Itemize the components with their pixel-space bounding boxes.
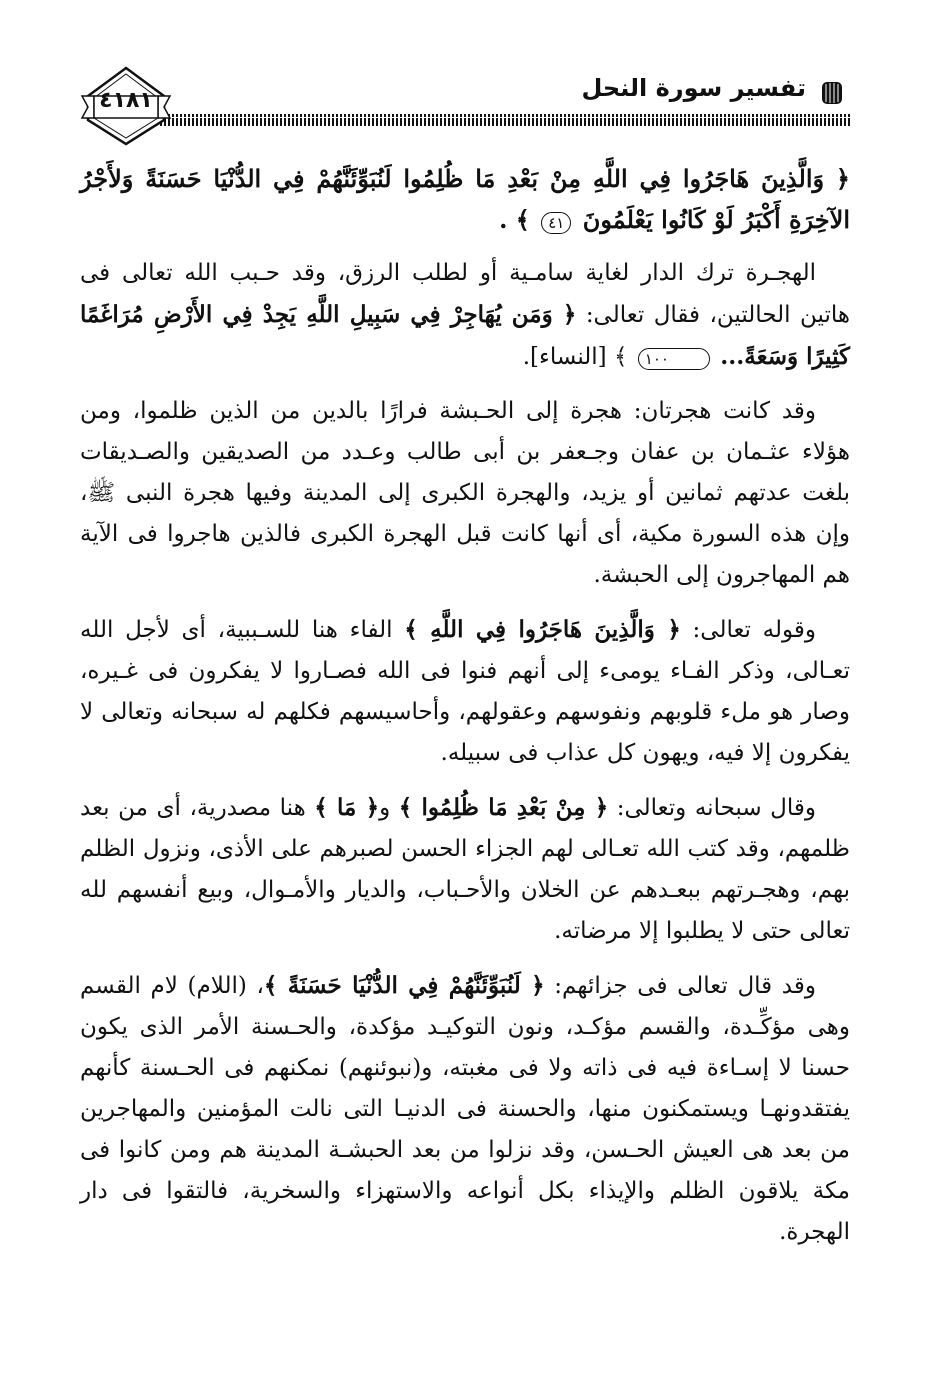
paragraph-text: ، (اللام) لام القسم وهى مؤكِّـدة، والقسم مؤكـد، ونون التوكيـد مؤكدة، والحـسنة الأمر الذى يكون حسنا لا إسـاءة فيه فى ذاته ولا فى مغبته، و(نبوئنهم) نمكنهم فى الحـسنة كأنهم يفتقدونهـا ويستمكنون منها، والحسنة فى الدنيـا التى نالت المؤمنين والمهاجرين من بعد هى العيش الحـسن، وقد نزلوا من بعد الحبشـة المدينة هم ومن كانوا فى مكة يلاقون الظلم والإيذاء بكل أنواعه والاستهزاء والسخرية، فالتقوا فى دار الهجرة. bbox=[80, 973, 850, 1245]
paragraph-reward bbox=[80, 965, 850, 1253]
quran-quote: ﴿ وَالَّذِينَ هَاجَرُوا فِي اللَّهِ ﴾ bbox=[404, 616, 681, 643]
quran-quote: ﴿ مَا ﴾ bbox=[314, 794, 380, 821]
page-number: ٤١٨١ bbox=[99, 88, 153, 113]
paragraph-two-hijras: وقد كانت هجرتان: هجرة إلى الحـبشة فرارًا بالدين من الذين ظلموا، ومن هؤلاء عثـمان بن عفان وجـعفر بن أبى طالب وعـدد من الصديقين والصـديقات بلغت عدتهم ثمانين أو يزيد، والهجرة الكبرى إلى المدينة وفيها هجرة النبى ﷺ، وإن هذه السورة مكية، أى أنها كانت قبل الهجرة الكبرى فالذين هاجروا فى الآية هم المهاجرون إلى الحبشة. bbox=[80, 398, 850, 588]
quran-quote: ﴿ لَنُبَوِّئَنَّهُمْ فِي الدُّنْيَا حَسَنَةً ﴾ bbox=[263, 972, 545, 999]
quran-verse bbox=[80, 158, 850, 240]
page-header bbox=[80, 60, 850, 150]
paragraph-text: وقال سبحانه وتعالى: bbox=[616, 795, 817, 821]
verse-close: ﴾ . bbox=[499, 205, 530, 234]
verse-number: ١٠٠ bbox=[638, 348, 710, 370]
verse-text: ﴿ وَالَّذِينَ هَاجَرُوا فِي اللَّهِ مِنْ بَعْدِ مَا ظُلِمُوا لَنُبَوِّئَنَّهُمْ فِي الدُّنْيَا حَسَنَةً وَلأَجْرُ الآخِرَةِ أَكْبَرُ لَوْ كَانُوا يَعْلَمُونَ bbox=[80, 164, 850, 234]
paragraph-ma-masdariya bbox=[80, 787, 850, 952]
title-ornament-icon bbox=[820, 80, 844, 106]
paragraph-text: الفاء هنا للسـببية، أى لأجل الله تعـالى، وذكر الفـاء يومىء إلى أنهم فنوا فى الله فصـاروا لا يفكرون فى غـيره، وصار هو ملء قلوبهم ونفوسهم وعقولهم، وأحاسيسهم فكلهم له سبحانه وتعالى لا يفكرون إلا فيه، ويهون كل عذاب فى سبيله. bbox=[80, 617, 850, 766]
surah-reference: ﴾ [النساء]. bbox=[522, 344, 628, 370]
header-rule bbox=[160, 114, 850, 126]
quran-quote: ﴿ وَمَن يُهَاجِرْ فِي سَبِيلِ اللَّهِ يَجِدْ فِي الأَرْضِ مُرَاغَمًا كَثِيرًا وَسَعَةً... bbox=[80, 301, 850, 370]
paragraph-text: هنا مصدرية، أى من بعد ظلمهم، وقد كتب الله تعـالى لهم الجزاء الحسن لصبرهم على الأذى، ونزول الظلم بهم، وهجـرتهم ببعـدهم عن الخلان والأحـباب، والديار والأمـوال، وبيع أنفسهم لله تعالى حتى لا يطلبوا إلا مرضاته. bbox=[80, 795, 850, 944]
paragraph-text: وقوله تعالى: bbox=[692, 617, 817, 643]
paragraph-text: و bbox=[379, 795, 391, 821]
paragraph-hijra bbox=[80, 253, 850, 378]
surah-title: تفسير سورة النحل bbox=[581, 74, 806, 102]
paragraph-text: الهجـرة ترك الدار لغاية سامـية أو لطلب الرزق، وقد حـبب الله تعالى فى هاتين الحالتين، فقال تعالى: bbox=[80, 260, 850, 328]
verse-number: ٤١ bbox=[541, 212, 571, 234]
paragraph-fa-sababiya bbox=[80, 609, 850, 774]
quran-quote: ﴿ مِنْ بَعْدِ مَا ظُلِمُوا ﴾ bbox=[398, 794, 609, 821]
paragraph-text: وقد قال تعالى فى جزائهم: bbox=[554, 973, 816, 999]
page-body bbox=[80, 158, 850, 1266]
